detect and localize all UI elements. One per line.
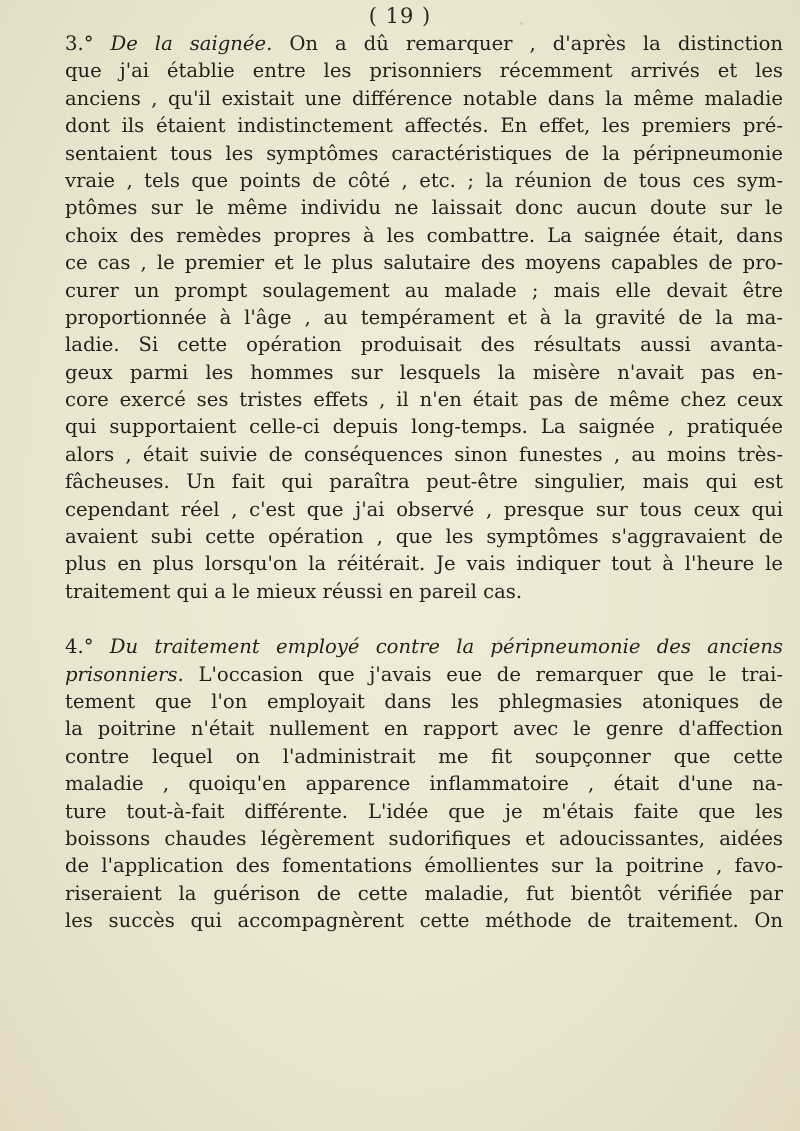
text-line: proportionnée à l'âge , au tempérament et à la gravité de la ma- — [65, 305, 783, 329]
text-line: vraie , tels que points de côté , etc. ; la réunion de tous ces sym- — [65, 168, 783, 192]
text-line: plus en plus lorsqu'on la réitérait. Je vais indiquer tout à l'heure le — [65, 552, 783, 576]
text-line: ture tout-à-fait différente. L'idée que je m'étais faite que les — [65, 799, 783, 823]
text-line: sentaient tous les symptômes caractéristiques de la péripneumonie — [65, 141, 783, 165]
text-line: maladie , quoiqu'en apparence inflammatoire , était d'une na- — [65, 772, 783, 796]
page-number: ( 19 ) — [368, 4, 432, 28]
text-line: L'occasion que j'avais eue de remarquer que le trai- — [198, 662, 783, 686]
text-line: qui supportaient celle-ci depuis long-temps. La saignée , pratiquée — [65, 415, 783, 439]
text-line: dont ils étaient indistinctement affectés. En effet, les premiers pré- — [65, 114, 783, 138]
text-line: core exercé ses tristes effets , il n'en était pas de même chez ceux — [65, 388, 783, 412]
text-line: tement que l'on employait dans les phlegmasies atoniques de — [65, 689, 783, 713]
text-line: la poitrine n'était nullement en rapport avec le genre d'affection — [65, 717, 783, 741]
text-line: anciens , qu'il existait une différence notable dans la même maladie — [65, 86, 783, 110]
section-heading-continued: prisonniers. — [65, 662, 184, 686]
section-number: 3.° — [65, 32, 94, 55]
text-line: boissons chaudes légèrement sudorifiques et adoucissantes, aidées — [65, 826, 783, 850]
text-line: cependant réel , c'est que j'ai observé , presque sur tous ceux qui — [65, 497, 783, 521]
text-line: de l'application des fomentations émollientes sur la poitrine , favo- — [65, 854, 783, 878]
text-line: choix des remèdes propres à les combattre. La saignée était, dans — [65, 223, 783, 247]
text-line: ce cas , le premier et le plus salutaire des moyens capables de pro- — [65, 251, 783, 275]
section-number: 4.° — [65, 635, 94, 659]
text-line: ptômes sur le même individu ne laissait donc aucun doute sur le — [65, 196, 783, 220]
section-heading: Du traitement employé contre la péripneumonie des anciens — [109, 635, 783, 659]
paragraph-3-first-line — [65, 30, 783, 57]
text-line: traitement qui a le mieux réussi en pareil cas. — [65, 579, 523, 603]
text-line: alors , était suivie de conséquences sinon funestes , au moins très- — [65, 442, 783, 466]
text-line: les succès qui accompagnèrent cette méthode de traitement. On — [65, 909, 783, 933]
body-text — [65, 30, 783, 935]
text-line: fâcheuses. Un fait qui paraîtra peut-être singulier, mais qui est — [65, 470, 783, 494]
paragraph-4-second-line — [65, 661, 783, 688]
text-line: riseraient la guérison de cette maladie, fut bientôt vérifiée par — [65, 881, 783, 905]
section-heading: De la saignée. — [110, 32, 273, 55]
text-line: On a dû remarquer , d'après la distinction — [289, 32, 783, 55]
text-line: contre lequel on l'administrait me fit soupçonner que cette — [65, 744, 783, 768]
text-line: avaient subi cette opération , que les symptômes s'aggravaient de — [65, 525, 783, 549]
text-line: geux parmi les hommes sur lesquels la misère n'avait pas en- — [65, 360, 783, 384]
text-line: que j'ai établie entre les prisonniers récemment arrivés et les — [65, 59, 783, 83]
paragraph-4-first-line — [65, 633, 783, 660]
paragraph-gap — [65, 605, 783, 633]
text-line: ladie. Si cette opération produisait des résultats aussi avanta- — [65, 333, 783, 357]
text-line: curer un prompt soulagement au malade ; mais elle devait être — [65, 278, 783, 302]
